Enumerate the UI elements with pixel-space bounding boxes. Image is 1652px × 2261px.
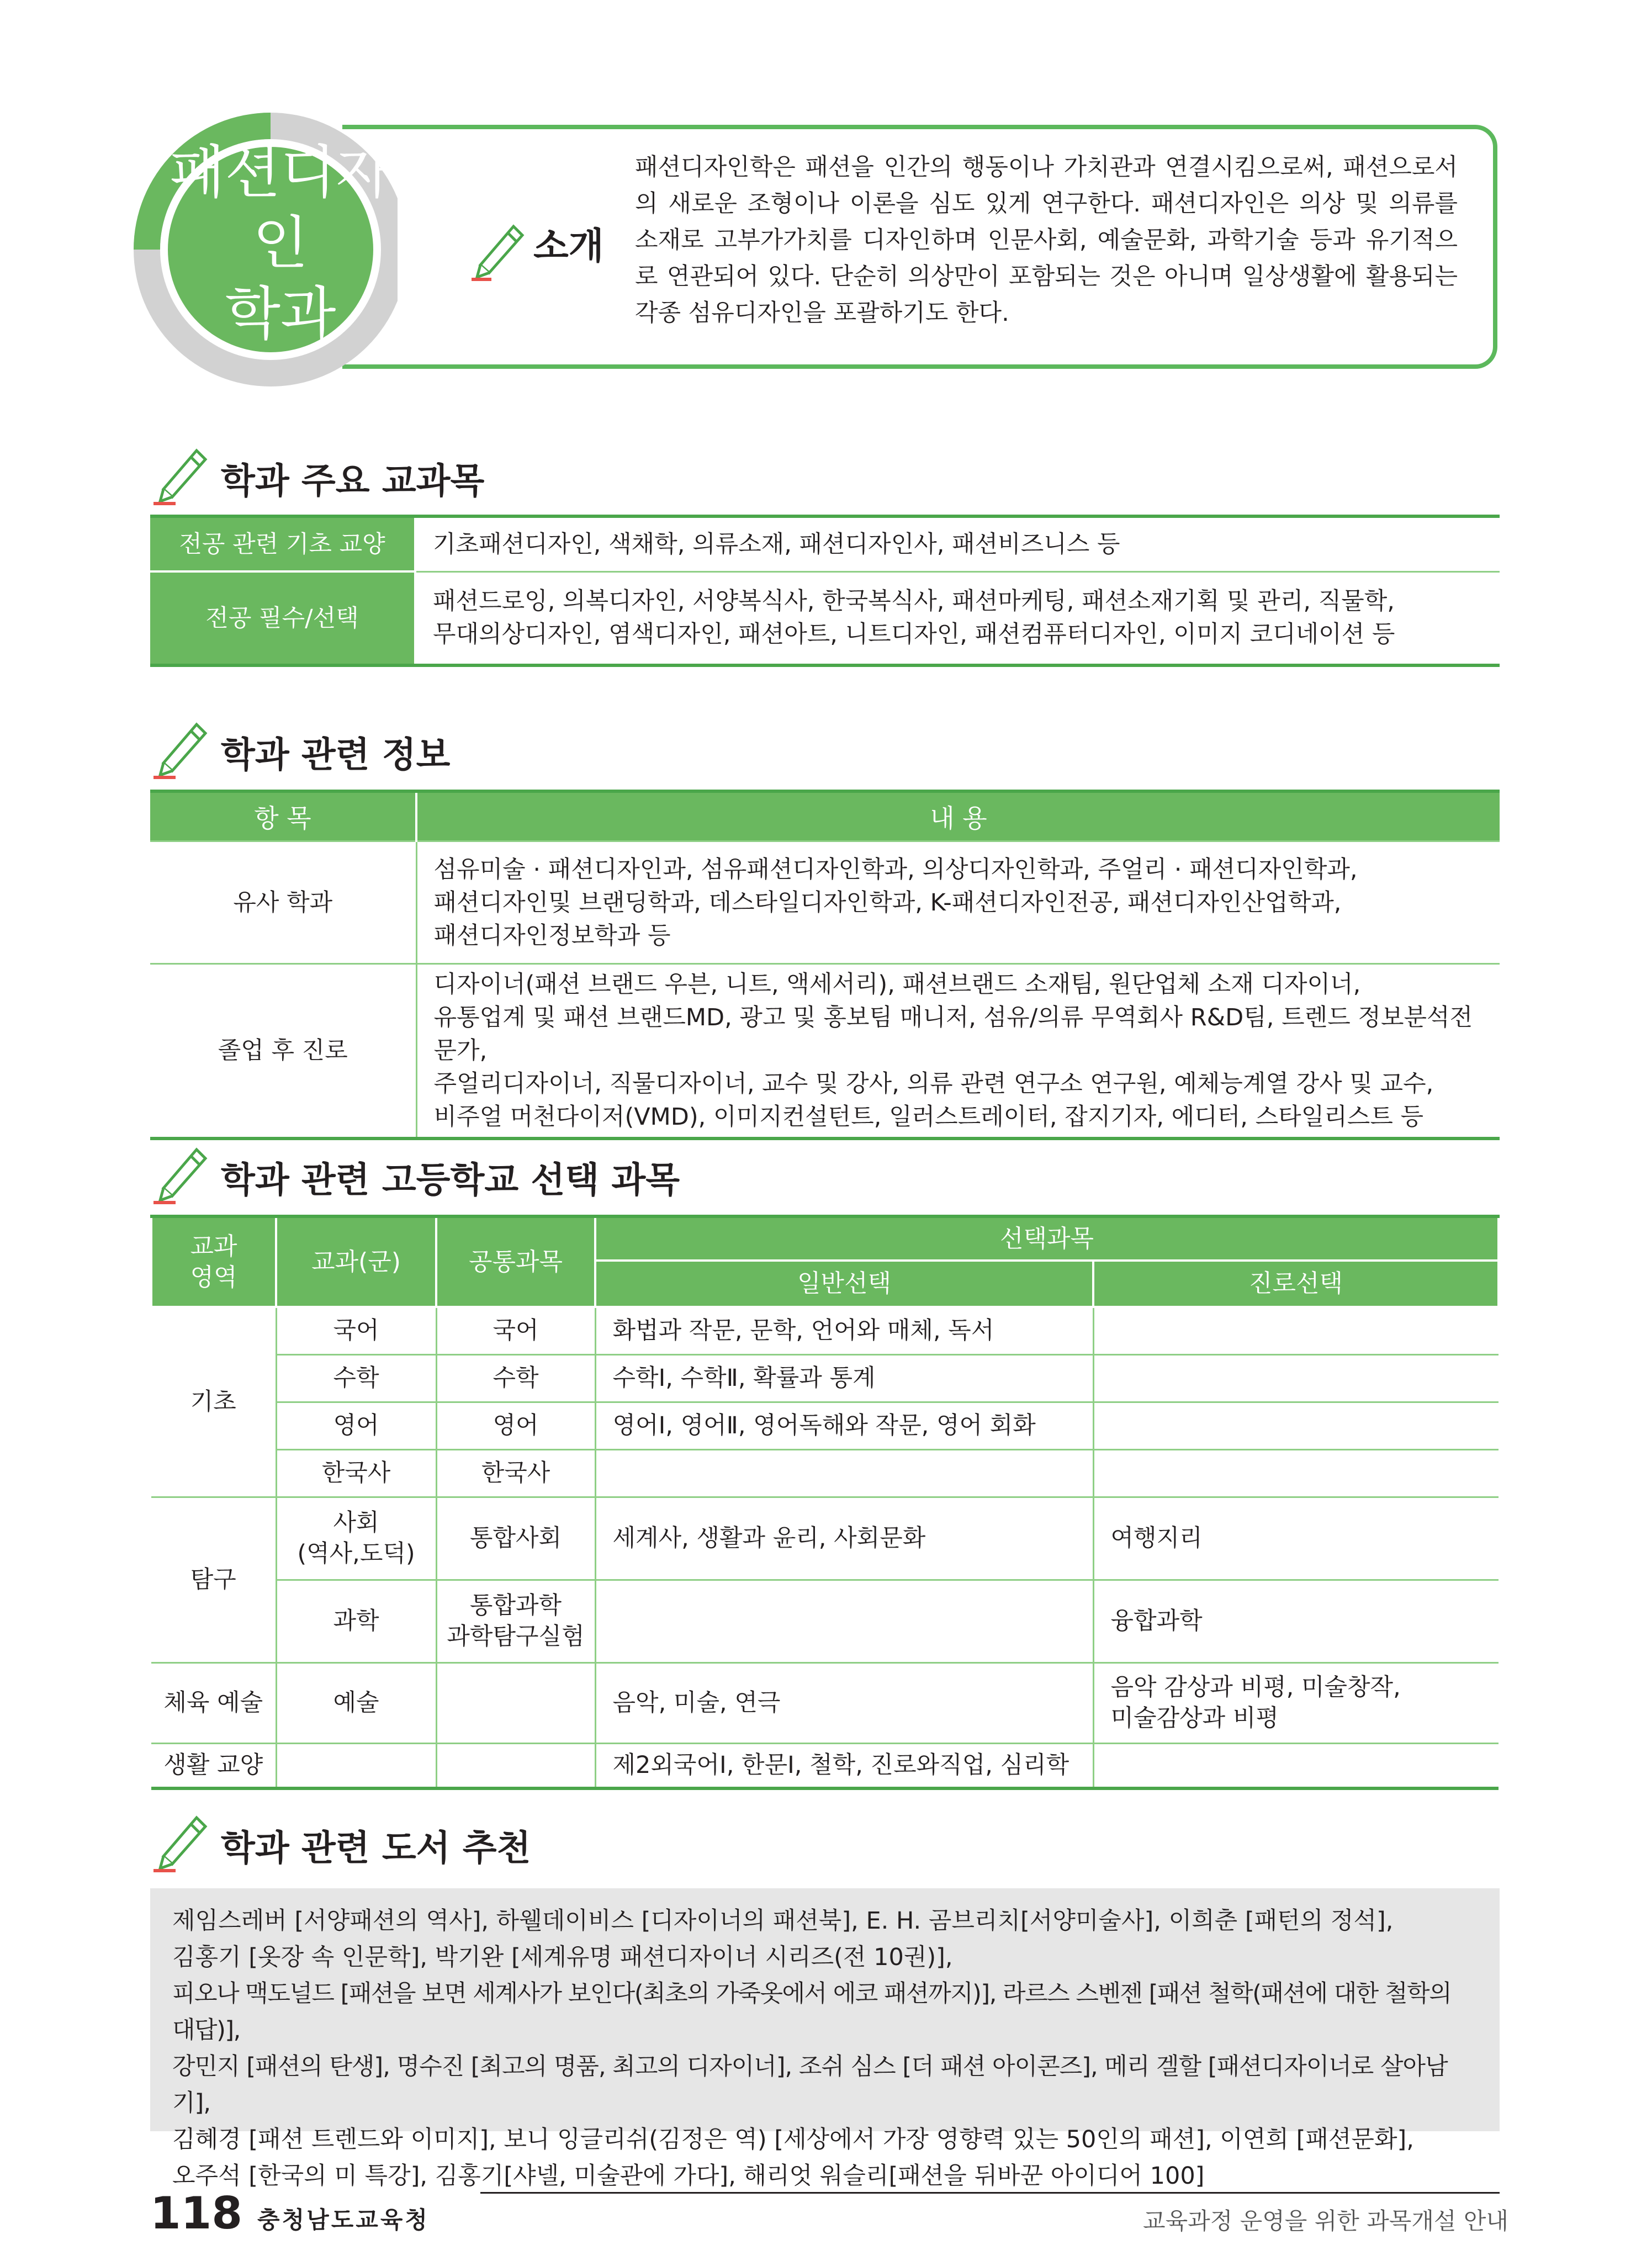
info-head-content: 내 용 [416,791,1500,841]
table-row [150,516,1500,571]
hs-general [595,1580,1093,1662]
table-row [151,1497,1499,1580]
info-line: 섬유미술 · 패션디자인과, 섬유패션디자인학과, 의상디자인학과, 주얼리 · 패션디자인학과, [433,855,1358,883]
table-row [150,841,1500,964]
footer-title: 교육과정 운영을 위한 과목개설 안내 [1143,2207,1508,2234]
hs-common: 영어 [436,1402,595,1449]
hs-common: 국어 [436,1307,595,1354]
section-title-courses: 학과 주요 교과목 [221,461,485,502]
footer-divider [480,2192,1500,2194]
info-label-similar: 유사 학과 [150,841,416,964]
hs-common [436,1743,595,1788]
hs-general: 화법과 작문, 문학, 언어와 매체, 독서 [595,1307,1093,1354]
courses-table [150,515,1500,667]
hs-career [1093,1449,1499,1497]
hs-group: 과학 [276,1580,436,1662]
hs-career-line2: 미술감상과 비평 [1110,1704,1279,1732]
hs-general: 영어Ⅰ, 영어Ⅱ, 영어독해와 작문, 영어 회화 [595,1402,1093,1449]
hs-career [1093,1743,1499,1788]
table-row [151,1402,1499,1449]
book-line: 김홍기 [옷장 속 인문학], 박기완 [세계유명 패션디자이너 시리즈(전 10권)], [172,1944,953,1971]
hs-common: 한국사 [436,1449,595,1497]
courses-value-basic: 기초패션디자인, 색채학, 의류소재, 패션디자인사, 패션비즈니스 등 [415,516,1500,571]
courses-value-major-line1: 패션드로잉, 의복디자인, 서양복식사, 한국복식사, 패션마케팅, 패션소재기획 및 관리, 직물학, [433,587,1395,616]
pencil-icon [150,442,215,507]
hs-head-area-line2: 영역 [190,1263,237,1291]
hs-head-area [151,1216,276,1307]
hs-general: 세계사, 생활과 윤리, 사회문화 [595,1497,1093,1580]
info-line: 디자이너(패션 브랜드 우븐, 니트, 액세서리), 패션브랜드 소재팀, 원단업체 소재 디자이너, [433,971,1361,998]
hs-career [1093,1354,1499,1402]
department-title-line2: 학과 [225,280,336,347]
hs-subjects-table [150,1215,1500,1790]
hs-group: 예술 [276,1662,436,1743]
hs-group: 수학 [276,1354,436,1402]
hs-career [1093,1402,1499,1449]
hs-common-line2: 과학탐구실험 [447,1623,585,1650]
table-row [151,1307,1499,1354]
hs-career [1093,1307,1499,1354]
table-row [151,1662,1499,1743]
info-label-career: 졸업 후 진로 [150,964,416,1139]
info-line: 패션디자인정보학과 등 [433,922,671,950]
courses-label-major: 전공 필수/선택 [150,571,415,665]
hs-general: 제2외국어Ⅰ, 한문Ⅰ, 철학, 진로와직업, 심리학 [595,1743,1093,1788]
hs-area-inquiry: 탐구 [151,1497,276,1662]
hs-common: 통합사회 [436,1497,595,1580]
book-recommendations [150,1888,1500,2190]
courses-value-major [415,571,1500,665]
hs-general: 음악, 미술, 연극 [595,1662,1093,1743]
info-table [150,790,1500,1140]
section-title-info: 학과 관련 정보 [221,735,451,776]
book-line: 김혜경 [패션 트렌드와 이미지], 보니 잉글리쉬(김정은 역) [세상에서 가장 영향력 있는 50인의 패션], 이연희 [패션문화], [172,2126,1414,2153]
department-title [161,137,400,349]
hs-group: 국어 [276,1307,436,1354]
table-row [151,1449,1499,1497]
hs-common [436,1662,595,1743]
table-row [151,1580,1499,1662]
table-header-row [150,791,1500,841]
hs-common-line1: 통합과학 [469,1592,562,1619]
courses-label-basic: 전공 관련 기초 교양 [150,516,415,571]
hs-head-group: 교과(군) [276,1216,436,1307]
hs-head-elective: 선택과목 [595,1216,1499,1261]
hs-group: 영어 [276,1402,436,1449]
intro-label: 소개 [533,225,604,267]
hs-general: 수학Ⅰ, 수학Ⅱ, 확률과 통계 [595,1354,1093,1402]
table-row [151,1354,1499,1402]
table-row [151,1743,1499,1788]
section-title-hs: 학과 관련 고등학교 선택 과목 [221,1160,680,1201]
footer-organization: 충청남도교육청 [257,2206,430,2233]
hs-head-career: 진로선택 [1093,1261,1499,1307]
hs-career-line1: 음악 감상과 비평, 미술창작, [1110,1674,1401,1701]
info-content-similar [416,841,1500,964]
info-line: 패션디자인및 브랜딩학과, 데스타일디자인학과, K-패션디자인전공, 패션디자인산업학과, [433,888,1342,917]
pencil-icon [469,215,530,282]
book-line: 강민지 [패션의 탄생], 명수진 [최고의 명품, 최고의 디자이너], 조쉬 심스 [더 패션 아이콘즈], 메리 겔할 [패션디자이너로 살아남기], [172,2053,1448,2117]
table-header-row [151,1216,1499,1261]
hs-head-common: 공통과목 [436,1216,595,1307]
courses-value-major-line2: 무대의상디자인, 염색디자인, 패션아트, 니트디자인, 패션컴퓨터디자인, 이미지 코디네이션 등 [433,621,1395,649]
info-content-career [416,964,1500,1139]
hs-group [276,1497,436,1580]
hs-group-line1: 사회 [333,1509,379,1537]
section-title-books: 학과 관련 도서 추천 [221,1828,531,1869]
department-title-line1: 패션디자인 [170,139,391,277]
table-row [150,571,1500,665]
book-line: 제임스레버 [서양패션의 역사], 하웰데이비스 [디자이너의 패션북], E. H. 곰브리치[서양미술사], 이희춘 [패턴의 정석], [172,1907,1394,1935]
hs-group-line2: (역사,도덕) [297,1540,415,1568]
book-line: 오주석 [한국의 미 특강], 김홍기[샤넬, 미술관에 가다], 해리엇 워슬리[패션을 뒤바꾼 아이디어 100] [172,2162,1205,2190]
hs-common [436,1580,595,1662]
pencil-icon [150,1141,215,1206]
info-line: 주얼리디자이너, 직물디자이너, 교수 및 강사, 의류 관련 연구소 연구원, 예체능계열 강사 및 교수, [433,1070,1434,1098]
book-line: 피오나 맥도널드 [패션을 보면 세계사가 보인다(최초의 가죽옷에서 에코 패션까지)], 라르스 스벤젠 [패션 철학(패션에 대한 철학의 대답)], [172,1980,1452,2044]
info-line: 유통업계 및 패션 브랜드MD, 광고 및 홍보팀 매니저, 섬유/의류 무역회사 R&D팀, 트렌드 정보분석전문가, [433,1004,1473,1065]
page-number: 118 [150,2188,242,2239]
hs-group: 한국사 [276,1449,436,1497]
table-row [150,964,1500,1139]
hs-career: 여행지리 [1093,1497,1499,1580]
hs-head-area-line1: 교과 [190,1232,237,1261]
hs-head-general: 일반선택 [595,1261,1093,1307]
hs-group [276,1743,436,1788]
hs-area-basic: 기초 [151,1307,276,1497]
hs-career: 융합과학 [1093,1580,1499,1662]
info-head-item: 항 목 [150,791,416,841]
intro-text: 패션디자인학은 패션을 인간의 행동이나 가치관과 연결시킴으로써, 패션으로서의 새로운 조형이나 이론을 심도 있게 연구한다. 패션디자인은 의상 및 의류를 소재로 고부가가치를 디자인하며 인문사회, 예술문화, 과학기술 등과 유기적으로 연관되어 있다. 단순히 의상만이 포함되는 것은 아니며 일상생활에 활용되는 각종 섬유디자인을 포괄하기도 한다. [635,153,1458,327]
hs-common: 수학 [436,1354,595,1402]
info-line: 비주얼 머천다이저(VMD), 이미지컨설턴트, 일러스트레이터, 잡지기자, 에디터, 스타일리스트 등 [433,1103,1424,1131]
hs-general [595,1449,1093,1497]
pencil-icon [150,1809,215,1874]
pencil-icon [150,716,215,781]
hs-career [1093,1662,1499,1743]
hs-area-life: 생활 교양 [151,1743,276,1788]
hs-area-arts: 체육 예술 [151,1662,276,1743]
